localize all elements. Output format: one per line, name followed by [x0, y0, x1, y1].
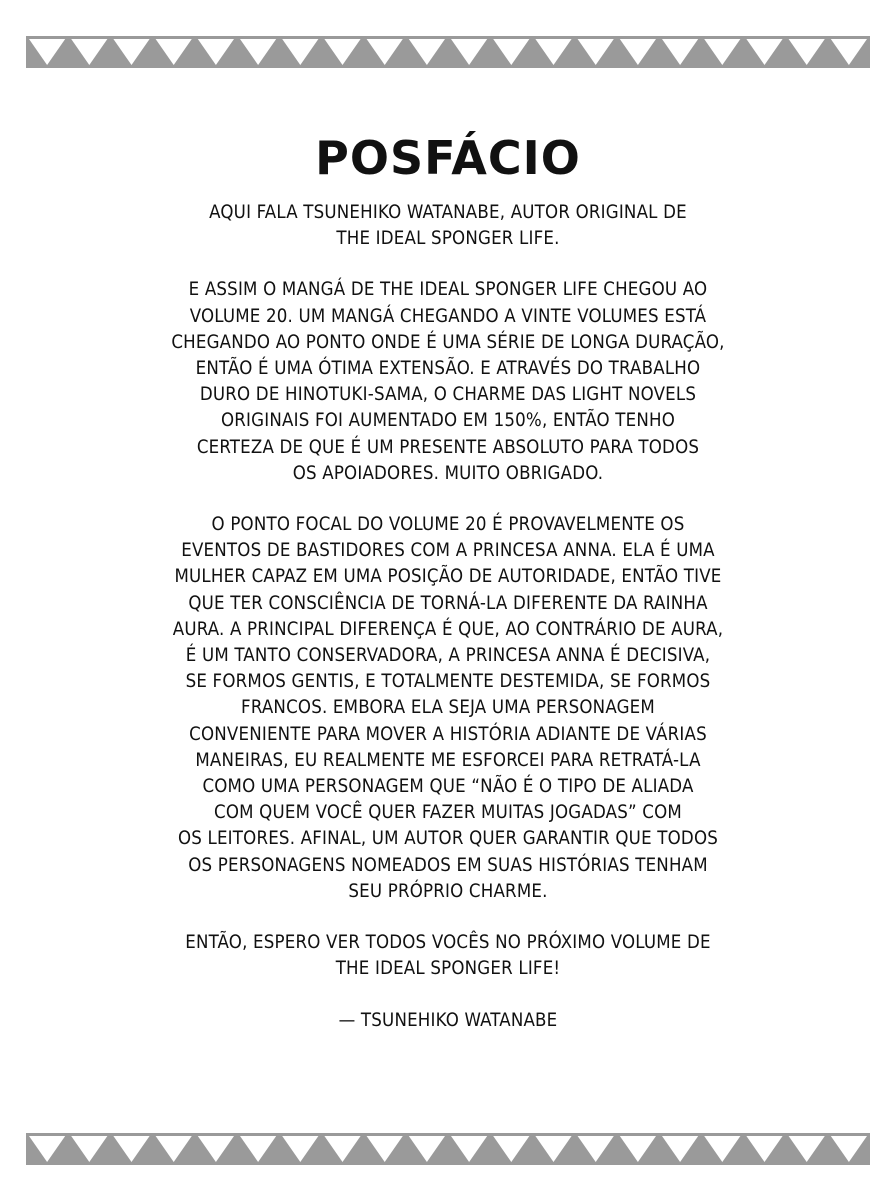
triangle-pattern-top [26, 36, 870, 68]
text-line: ENTÃO É UMA ÓTIMA EXTENSÃO. E ATRAVÉS DO TRABALHO [195, 358, 701, 380]
text-line: CONVENIENTE PARA MOVER A HISTÓRIA ADIANTE DE VÁRIAS [189, 723, 707, 745]
text-line: COM QUEM VOCÊ QUER FAZER MUITAS JOGADAS” COM [214, 802, 682, 824]
top-decorative-border [26, 36, 870, 68]
text-line: É UM TANTO CONSERVADORA, A PRINCESA ANNA É DECISIVA, [185, 645, 711, 667]
paragraph-closing [90, 930, 806, 1035]
text-line: QUE TER CONSCIÊNCIA DE TORNÁ-LA DIFERENTE DA RAINHA [188, 592, 708, 614]
page-title: POSFÁCIO [315, 131, 581, 185]
text-line: COMO UMA PERSONAGEM QUE “NÃO É O TIPO DE ALIADA [202, 776, 694, 798]
text-line: O PONTO FOCAL DO VOLUME 20 É PROVAVELMENTE OS [211, 514, 685, 536]
text-line: ENTÃO, ESPERO VER TODOS VOCÊS NO PRÓXIMO VOLUME DE [185, 932, 711, 954]
text-line: ORIGINAIS FOI AUMENTADO EM 150%, ENTÃO TENHO [220, 410, 675, 432]
bottom-decorative-border [26, 1133, 870, 1165]
paragraph-princess-anna [90, 512, 806, 905]
text-line: SE FORMOS GENTIS, E TOTALMENTE DESTEMIDA, SE FORMOS [185, 671, 711, 693]
triangle-pattern-bottom [26, 1133, 870, 1165]
text-line: FRANCOS. EMBORA ELA SEJA UMA PERSONAGEM [241, 697, 655, 719]
text-line: THE IDEAL SPONGER LIFE. [336, 228, 560, 250]
text-line: AQUI FALA TSUNEHIKO WATANABE, AUTOR ORIGINAL DE [209, 202, 687, 223]
border-background [26, 36, 870, 68]
text-line: VOLUME 20. UM MANGÁ CHEGANDO A VINTE VOLUMES ESTÁ [189, 305, 707, 327]
text-line: MULHER CAPAZ EM UMA POSIÇÃO DE AUTORIDADE, ENTÃO TIVE [174, 566, 722, 588]
author-signature: — TSUNEHIKO WATANABE [338, 1010, 558, 1032]
text-line: OS LEITORES. AFINAL, UM AUTOR QUER GARANTIR QUE TODOS [177, 828, 719, 850]
text-line: DURO DE HINOTUKI-SAMA, O CHARME DAS LIGHT NOVELS [199, 384, 697, 406]
text-line: AURA. A PRINCIPAL DIFERENÇA É QUE, AO CONTRÁRIO DE AURA, [172, 618, 724, 640]
border-background [26, 1133, 870, 1165]
text-line: OS PERSONAGENS NOMEADOS EM SUAS HISTÓRIAS TENHAM [188, 854, 708, 876]
text-line: CHEGANDO AO PONTO ONDE É UMA SÉRIE DE LONGA DURAÇÃO, [171, 331, 725, 353]
text-line: MANEIRAS, EU REALMENTE ME ESFORCEI PARA RETRATÁ-LA [195, 749, 701, 771]
paragraph-intro [90, 200, 806, 252]
paragraph-volume-20 [90, 277, 806, 487]
text-line: THE IDEAL SPONGER LIFE! [335, 958, 561, 980]
text-line: EVENTOS DE BASTIDORES COM A PRINCESA ANNA. ELA É UMA [181, 540, 715, 562]
text-line: E ASSIM O MANGÁ DE THE IDEAL SPONGER LIFE CHEGOU AO [188, 279, 708, 301]
text-line: CERTEZA DE QUE É UM PRESENTE ABSOLUTO PARA TODOS [196, 436, 700, 458]
afterword-body [90, 200, 806, 1060]
text-line: OS APOIADORES. MUITO OBRIGADO. [292, 462, 604, 484]
text-line: SEU PRÓPRIO CHARME. [348, 880, 548, 902]
